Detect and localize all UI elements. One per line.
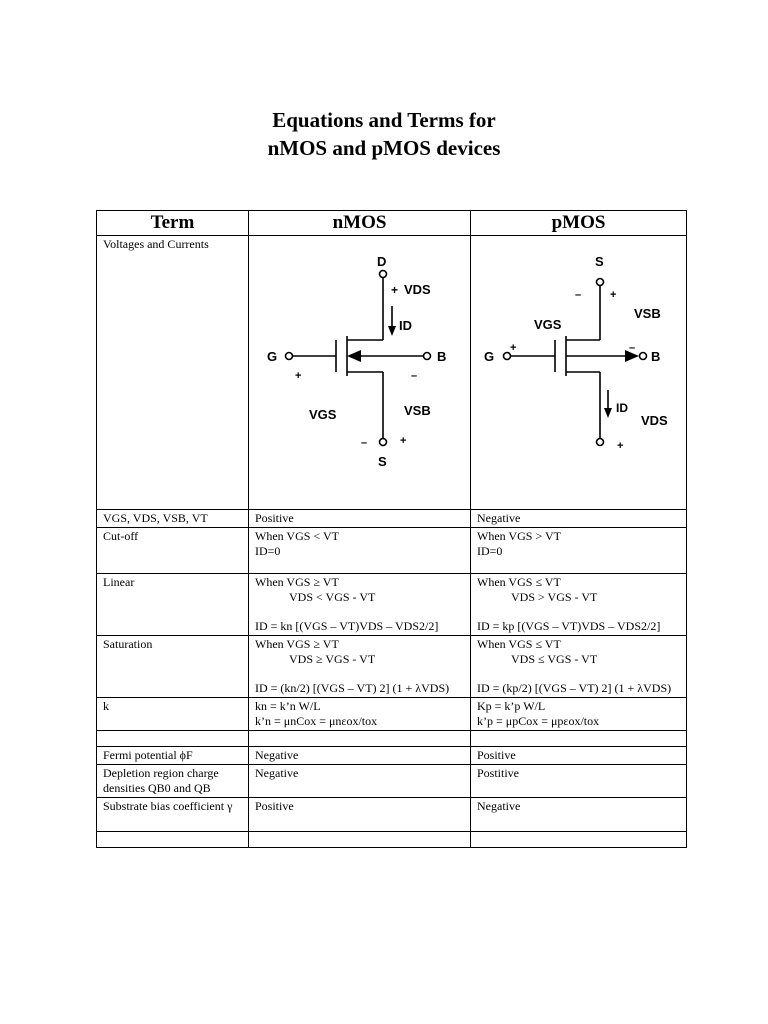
nmos-vsb-minus: – <box>411 370 418 382</box>
term-voltages-currents: Voltages and Currents <box>97 236 249 510</box>
title-line-2: nMOS and pMOS devices <box>267 136 501 160</box>
nmos-linear-cond2: VDS < VGS - VT <box>289 590 376 604</box>
nmos-k-line1: kn = k’n W/L <box>255 699 321 713</box>
pmos-k <box>471 698 687 731</box>
pmos-saturation-cond2: VDS ≤ VGS - VT <box>511 652 598 666</box>
pmos-linear-cond2: VDS > VGS - VT <box>511 590 598 604</box>
nmos-body-label: B <box>437 349 447 364</box>
pmos-vgs-plus: + <box>510 342 517 354</box>
nmos-vgs-minus: – <box>361 437 368 449</box>
pmos-vgs-minus: – <box>629 342 636 354</box>
pmos-k-line1: Kp = k’p W/L <box>477 699 546 713</box>
pmos-cutoff-id: ID=0 <box>477 544 503 558</box>
pmos-polarity: Negative <box>471 510 687 528</box>
row-saturation <box>97 636 687 698</box>
pmos-linear-equation: ID = kp [(VGS – VT)VDS – VDS2/2] <box>477 619 661 633</box>
term-fermi: Fermi potential ϕF <box>97 747 249 765</box>
term-saturation: Saturation <box>97 636 249 698</box>
nmos-polarity: Positive <box>249 510 471 528</box>
row-fermi <box>97 747 687 765</box>
pmos-saturation-cond1: When VGS ≤ VT <box>477 637 561 651</box>
nmos-gate-label: G <box>267 349 278 364</box>
nmos-depletion: Negative <box>249 765 471 798</box>
term-polarity: VGS, VDS, VSB, VT <box>97 510 249 528</box>
pmos-vds-label: VDS <box>641 413 668 428</box>
pmos-saturation-equation: ID = (kp/2) [(VGS – VT) 2] (1 + λVDS) <box>477 681 672 695</box>
document-title <box>0 106 768 162</box>
equations-table <box>96 210 687 848</box>
nmos-saturation <box>249 636 471 698</box>
nmos-vsb-plus: + <box>400 435 407 447</box>
row-substrate <box>97 798 687 832</box>
pmos-transistor-diagram <box>471 236 685 505</box>
nmos-id-label: ID <box>399 318 412 333</box>
nmos-k <box>249 698 471 731</box>
row-linear <box>97 574 687 636</box>
header-nmos: nMOS <box>249 211 471 236</box>
row-polarity <box>97 510 687 528</box>
row-cutoff <box>97 528 687 574</box>
nmos-diagram-cell <box>249 236 471 510</box>
pmos-saturation <box>471 636 687 698</box>
nmos-cutoff-id: ID=0 <box>255 544 281 558</box>
nmos-vds-plus: + <box>391 283 399 297</box>
header-term: Term <box>97 211 249 236</box>
pmos-diagram-cell <box>471 236 687 510</box>
nmos-cutoff-condition: When VGS < VT <box>255 529 339 543</box>
pmos-body-label: B <box>651 349 661 364</box>
nmos-vgs-plus: + <box>295 370 302 382</box>
row-empty-1 <box>97 731 687 747</box>
term-cutoff: Cut-off <box>97 528 249 574</box>
nmos-fermi: Negative <box>249 747 471 765</box>
nmos-saturation-cond1: When VGS ≥ VT <box>255 637 339 651</box>
nmos-saturation-cond2: VDS ≥ VGS - VT <box>289 652 376 666</box>
row-k <box>97 698 687 731</box>
pmos-depletion: Postitive <box>471 765 687 798</box>
pmos-linear-cond1: When VGS ≤ VT <box>477 575 561 589</box>
nmos-saturation-equation: ID = (kn/2) [(VGS – VT) 2] (1 + λVDS) <box>255 681 450 695</box>
pmos-vsb-plus: + <box>610 289 617 301</box>
nmos-source-label: S <box>378 454 387 469</box>
row-voltages-currents <box>97 236 687 510</box>
pmos-cutoff <box>471 528 687 574</box>
nmos-transistor-diagram <box>249 236 469 505</box>
row-depletion <box>97 765 687 798</box>
term-substrate: Substrate bias coefficient γ <box>97 798 249 832</box>
nmos-linear-equation: ID = kn [(VGS – VT)VDS – VDS2/2] <box>255 619 439 633</box>
pmos-vds-plus: + <box>617 440 624 452</box>
nmos-linear <box>249 574 471 636</box>
pmos-k-line2: k’p = μpCox = μpεox/tox <box>477 714 600 728</box>
pmos-vsb-label: VSB <box>634 306 661 321</box>
nmos-drain-label: D <box>377 254 387 269</box>
header-pmos: pMOS <box>471 211 687 236</box>
pmos-vgs-label: VGS <box>534 317 562 332</box>
nmos-vsb-label: VSB <box>404 403 431 418</box>
pmos-cutoff-condition: When VGS > VT <box>477 529 561 543</box>
nmos-k-line2: k’n = μnCox = μnεox/tox <box>255 714 378 728</box>
pmos-substrate: Negative <box>471 798 687 832</box>
pmos-gate-label: G <box>484 349 495 364</box>
nmos-vgs-label: VGS <box>309 407 337 422</box>
pmos-id-label: ID <box>616 401 628 415</box>
nmos-substrate: Positive <box>249 798 471 832</box>
pmos-vsb-minus: – <box>575 289 582 301</box>
nmos-linear-cond1: When VGS ≥ VT <box>255 575 339 589</box>
pmos-fermi: Positive <box>471 747 687 765</box>
row-empty-2 <box>97 832 687 848</box>
term-depletion: Depletion region charge densities QB0 and QB <box>97 765 249 798</box>
nmos-vds-label: VDS <box>404 282 431 297</box>
header-row <box>97 211 687 236</box>
nmos-cutoff <box>249 528 471 574</box>
title-line-1: Equations and Terms for <box>272 108 496 132</box>
pmos-linear <box>471 574 687 636</box>
term-linear: Linear <box>97 574 249 636</box>
pmos-source-label: S <box>595 254 604 269</box>
term-k: k <box>97 698 249 731</box>
